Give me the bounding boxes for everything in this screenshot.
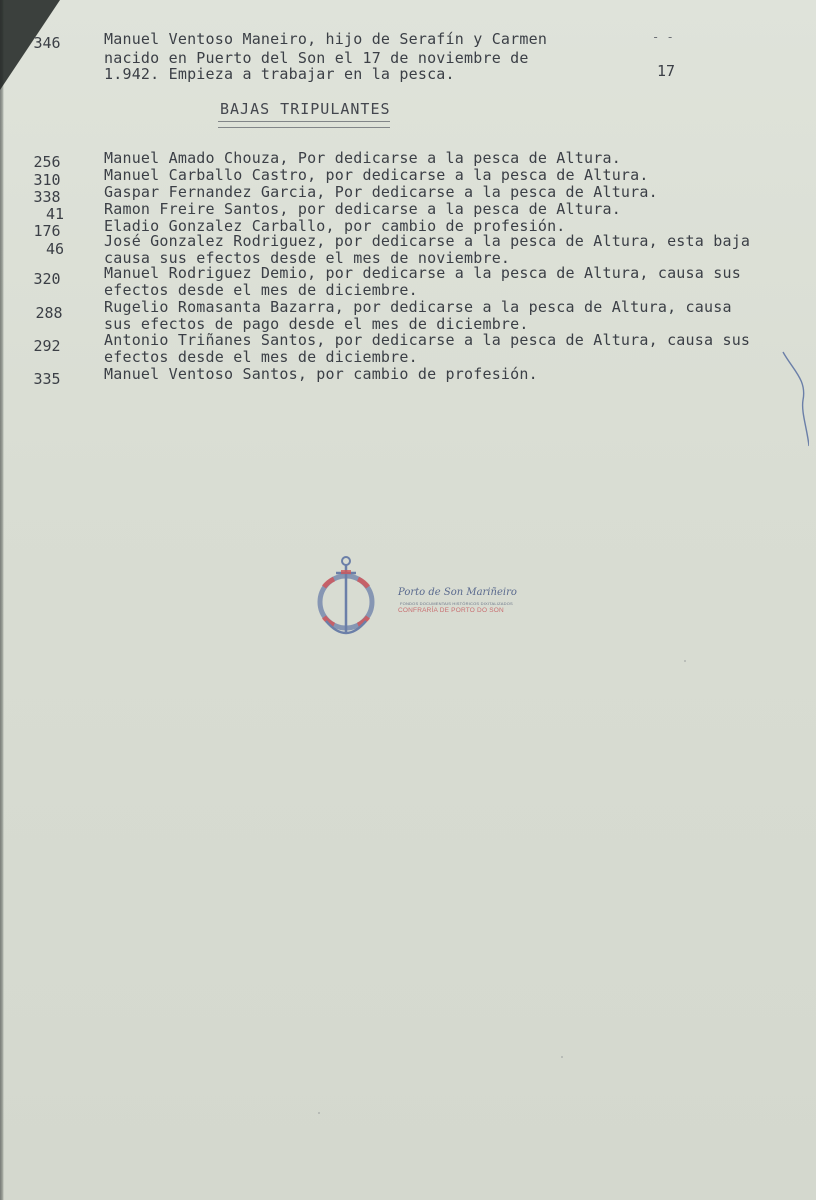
entry-line: Ramon Freire Santos, por dedicarse a la pesca de Altura. [104,200,621,218]
entry-number: 310 [33,171,61,189]
entry-line: Eladio Gonzalez Carballo, por cambio de profesión. [104,217,566,235]
anchor-lifebuoy-icon [312,555,382,645]
entry-line: Manuel Carballo Castro, por dedicarse a la pesca de Altura. [104,166,649,184]
entry-number: 41 [45,205,65,223]
header-entry-line-1: Manuel Ventoso Maneiro, hijo de Serafín y Carmen [104,30,548,48]
margin-mark: - - [652,30,674,44]
entry-line: causa sus efectos desde el mes de noviembre. [104,249,511,267]
watermark-title: Porto de Son Mariñeiro [398,587,517,598]
page-number: 17 [657,62,676,80]
entry-number: 256 [33,153,61,171]
entry-number: 338 [33,188,61,206]
entry-number: 288 [35,304,63,322]
entry-line: Gaspar Fernandez Garcia, Por dedicarse a la pesca de Altura. [104,183,658,201]
entry-number: 320 [33,270,61,288]
header-entry-line-3: 1.942. Empieza a trabajar en la pesca. [104,65,455,83]
paper-speck [684,660,686,662]
entry-line: Manuel Rodriguez Demio, por dedicarse a la pesca de Altura, causa sus [104,264,741,282]
entry-line: Antonio Triñanes Santos, por dedicarse a la pesca de Altura, causa sus [104,331,751,349]
entry-number: 335 [33,370,61,388]
entry-line: Rugelio Romasanta Bazarra, por dedicarse a la pesca de Altura, causa [104,298,732,316]
header-entry-line-2: nacido en Puerto del Son el 17 de noviembre de [104,49,529,67]
page-left-edge [0,0,4,1200]
entry-line: efectos desde el mes de diciembre. [104,348,418,366]
section-title-underline [218,121,390,122]
entry-number: 292 [33,337,61,355]
entry-line: José Gonzalez Rodriguez, por dedicarse a la pesca de Altura, esta baja [104,232,751,250]
archive-watermark [312,555,517,645]
entry-line: Manuel Ventoso Santos, por cambio de profesión. [104,365,538,383]
section-title: BAJAS TRIPULANTES [220,100,391,118]
paper-speck [318,1112,320,1114]
section-title-underline-2 [218,127,390,128]
header-entry-number: 346 [33,34,61,52]
entry-line: Manuel Amado Chouza, Por dedicarse a la pesca de Altura. [104,149,621,167]
entry-line: efectos desde el mes de diciembre. [104,281,418,299]
entry-number: 176 [33,222,61,240]
watermark-organization: CONFRARÍA DE PORTO DO SON [398,607,504,614]
entry-line: sus efectos de pago desde el mes de diciembre. [104,315,529,333]
watermark-subtitle: FONDOS DOCUMENTAIS HISTÓRICOS DIXITALIZADOS [400,601,513,606]
pen-stroke-mark [779,350,809,450]
paper-speck [561,1056,563,1058]
entry-number: 46 [45,240,65,258]
